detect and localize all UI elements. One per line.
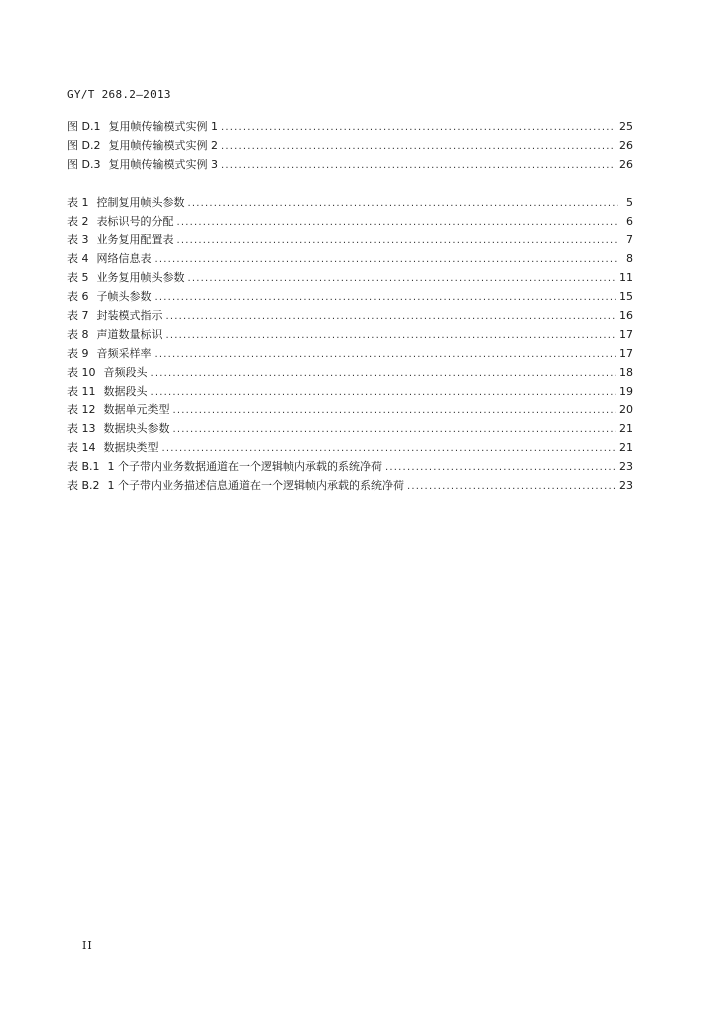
toc-entry-title: 复用帧传输模式实例 1 <box>108 120 218 133</box>
toc-entry-title: 表标识号的分配 <box>96 214 174 228</box>
toc-dot-leader <box>162 440 617 459</box>
toc-dot-leader <box>407 478 616 497</box>
toc-entry-number: 表 B.2 <box>67 479 100 493</box>
toc-entry-title: 音频段头 <box>103 365 148 379</box>
toc-entry-number: 表 11 <box>67 384 96 398</box>
toc-entry-title: 复用帧传输模式实例 3 <box>108 157 218 171</box>
toc-entry[interactable] <box>67 401 633 420</box>
toc-entry[interactable] <box>67 269 633 288</box>
toc-entry-number: 表 3 <box>67 233 89 247</box>
toc-entry-number: 表 5 <box>67 271 89 285</box>
toc-entry[interactable] <box>67 439 633 458</box>
toc-dot-leader <box>151 384 617 403</box>
toc-entry-title: 业务复用配置表 <box>96 233 174 247</box>
toc-entry-page: 21 <box>619 422 633 436</box>
toc-entry-number: 表 7 <box>67 309 89 323</box>
toc-entry[interactable] <box>67 458 633 477</box>
table-of-contents <box>67 118 633 496</box>
toc-entry-number: 表 4 <box>67 252 89 266</box>
toc-dot-leader <box>188 270 617 289</box>
toc-entry[interactable] <box>67 250 633 269</box>
toc-entry-page: 21 <box>619 441 633 455</box>
toc-entry-number: 表 14 <box>67 441 96 455</box>
toc-dot-leader <box>177 214 619 233</box>
toc-entry-number: 表 9 <box>67 346 89 360</box>
toc-dot-leader <box>221 119 616 138</box>
toc-entry-number: 图 D.1 <box>67 120 101 133</box>
toc-entry-title: 网络信息表 <box>96 252 152 266</box>
toc-entry-page: 8 <box>626 252 633 266</box>
toc-entry[interactable] <box>67 288 633 307</box>
toc-entry-title: 1 个子带内业务描述信息通道在一个逻辑帧内承载的系统净荷 <box>107 479 405 493</box>
toc-entry-page: 23 <box>619 460 633 474</box>
toc-entry-title: 数据块头参数 <box>103 422 170 436</box>
toc-entry-page: 6 <box>626 214 633 228</box>
toc-entry-page: 7 <box>626 233 633 247</box>
toc-entry[interactable] <box>67 307 633 326</box>
toc-entry[interactable] <box>67 383 633 402</box>
toc-entry-number: 表 12 <box>67 403 96 417</box>
toc-entry-number: 图 D.2 <box>67 138 101 152</box>
toc-entry[interactable] <box>67 477 633 496</box>
toc-entry-title: 数据块类型 <box>103 441 159 455</box>
toc-entry[interactable] <box>67 420 633 439</box>
toc-entry-title: 数据段头 <box>103 384 148 398</box>
toc-entry-title: 业务复用帧头参数 <box>96 271 185 285</box>
toc-entry-page: 26 <box>619 157 633 171</box>
toc-entry-page: 26 <box>619 138 633 152</box>
toc-entry-number: 图 D.3 <box>67 157 101 171</box>
toc-entry[interactable] <box>67 364 633 383</box>
toc-dot-leader <box>177 232 619 251</box>
toc-dot-leader <box>385 459 616 478</box>
toc-entry-number: 表 1 <box>67 195 89 209</box>
toc-dot-leader <box>166 308 617 327</box>
toc-entry-title: 控制复用帧头参数 <box>96 195 185 209</box>
toc-entry-title: 复用帧传输模式实例 2 <box>108 138 218 152</box>
toc-entry-title: 封装模式指示 <box>96 309 163 323</box>
toc-entry[interactable] <box>67 156 633 175</box>
toc-dot-leader <box>155 251 619 270</box>
toc-entry-title: 子帧头参数 <box>96 290 152 304</box>
toc-entry-page: 19 <box>619 384 633 398</box>
toc-entry[interactable] <box>67 213 633 232</box>
toc-entry[interactable] <box>67 137 633 156</box>
toc-entry-title: 1 个子带内业务数据通道在一个逻辑帧内承载的系统净荷 <box>107 460 383 474</box>
toc-entry-page: 15 <box>619 290 633 304</box>
toc-dot-leader <box>188 195 619 214</box>
toc-entry-title: 数据单元类型 <box>103 403 170 417</box>
toc-entry[interactable] <box>67 326 633 345</box>
toc-dot-leader <box>166 327 617 346</box>
toc-entry[interactable] <box>67 345 633 364</box>
toc-entry-page: 11 <box>619 271 633 285</box>
toc-entry-page: 23 <box>619 479 633 493</box>
toc-dot-leader <box>221 157 616 176</box>
toc-dot-leader <box>221 138 616 157</box>
toc-entry-page: 16 <box>619 309 633 323</box>
toc-dot-leader <box>155 346 617 365</box>
document-code: GY/T 268.2—2013 <box>67 88 171 101</box>
toc-dot-leader <box>173 421 617 440</box>
figure-list <box>67 118 633 175</box>
toc-entry-number: 表 2 <box>67 214 89 228</box>
toc-entry-title: 声道数量标识 <box>96 327 163 341</box>
table-list <box>67 194 633 496</box>
toc-entry-page: 20 <box>619 403 633 417</box>
toc-entry-page: 17 <box>619 346 633 360</box>
toc-entry[interactable] <box>67 118 633 137</box>
toc-entry-number: 表 10 <box>67 365 96 379</box>
toc-dot-leader <box>151 365 617 384</box>
toc-entry-page: 25 <box>619 120 633 133</box>
toc-entry-number: 表 8 <box>67 327 89 341</box>
toc-entry-number: 表 B.1 <box>67 460 100 474</box>
toc-entry-number: 表 6 <box>67 290 89 304</box>
toc-entry-number: 表 13 <box>67 422 96 436</box>
toc-entry-page: 18 <box>619 365 633 379</box>
toc-entry[interactable] <box>67 231 633 250</box>
toc-entry-title: 音频采样率 <box>96 346 152 360</box>
toc-entry-page: 5 <box>626 195 633 209</box>
toc-entry-page: 17 <box>619 327 633 341</box>
toc-entry[interactable] <box>67 194 633 213</box>
toc-dot-leader <box>173 402 617 421</box>
page-number: II <box>82 939 93 952</box>
toc-dot-leader <box>155 289 617 308</box>
